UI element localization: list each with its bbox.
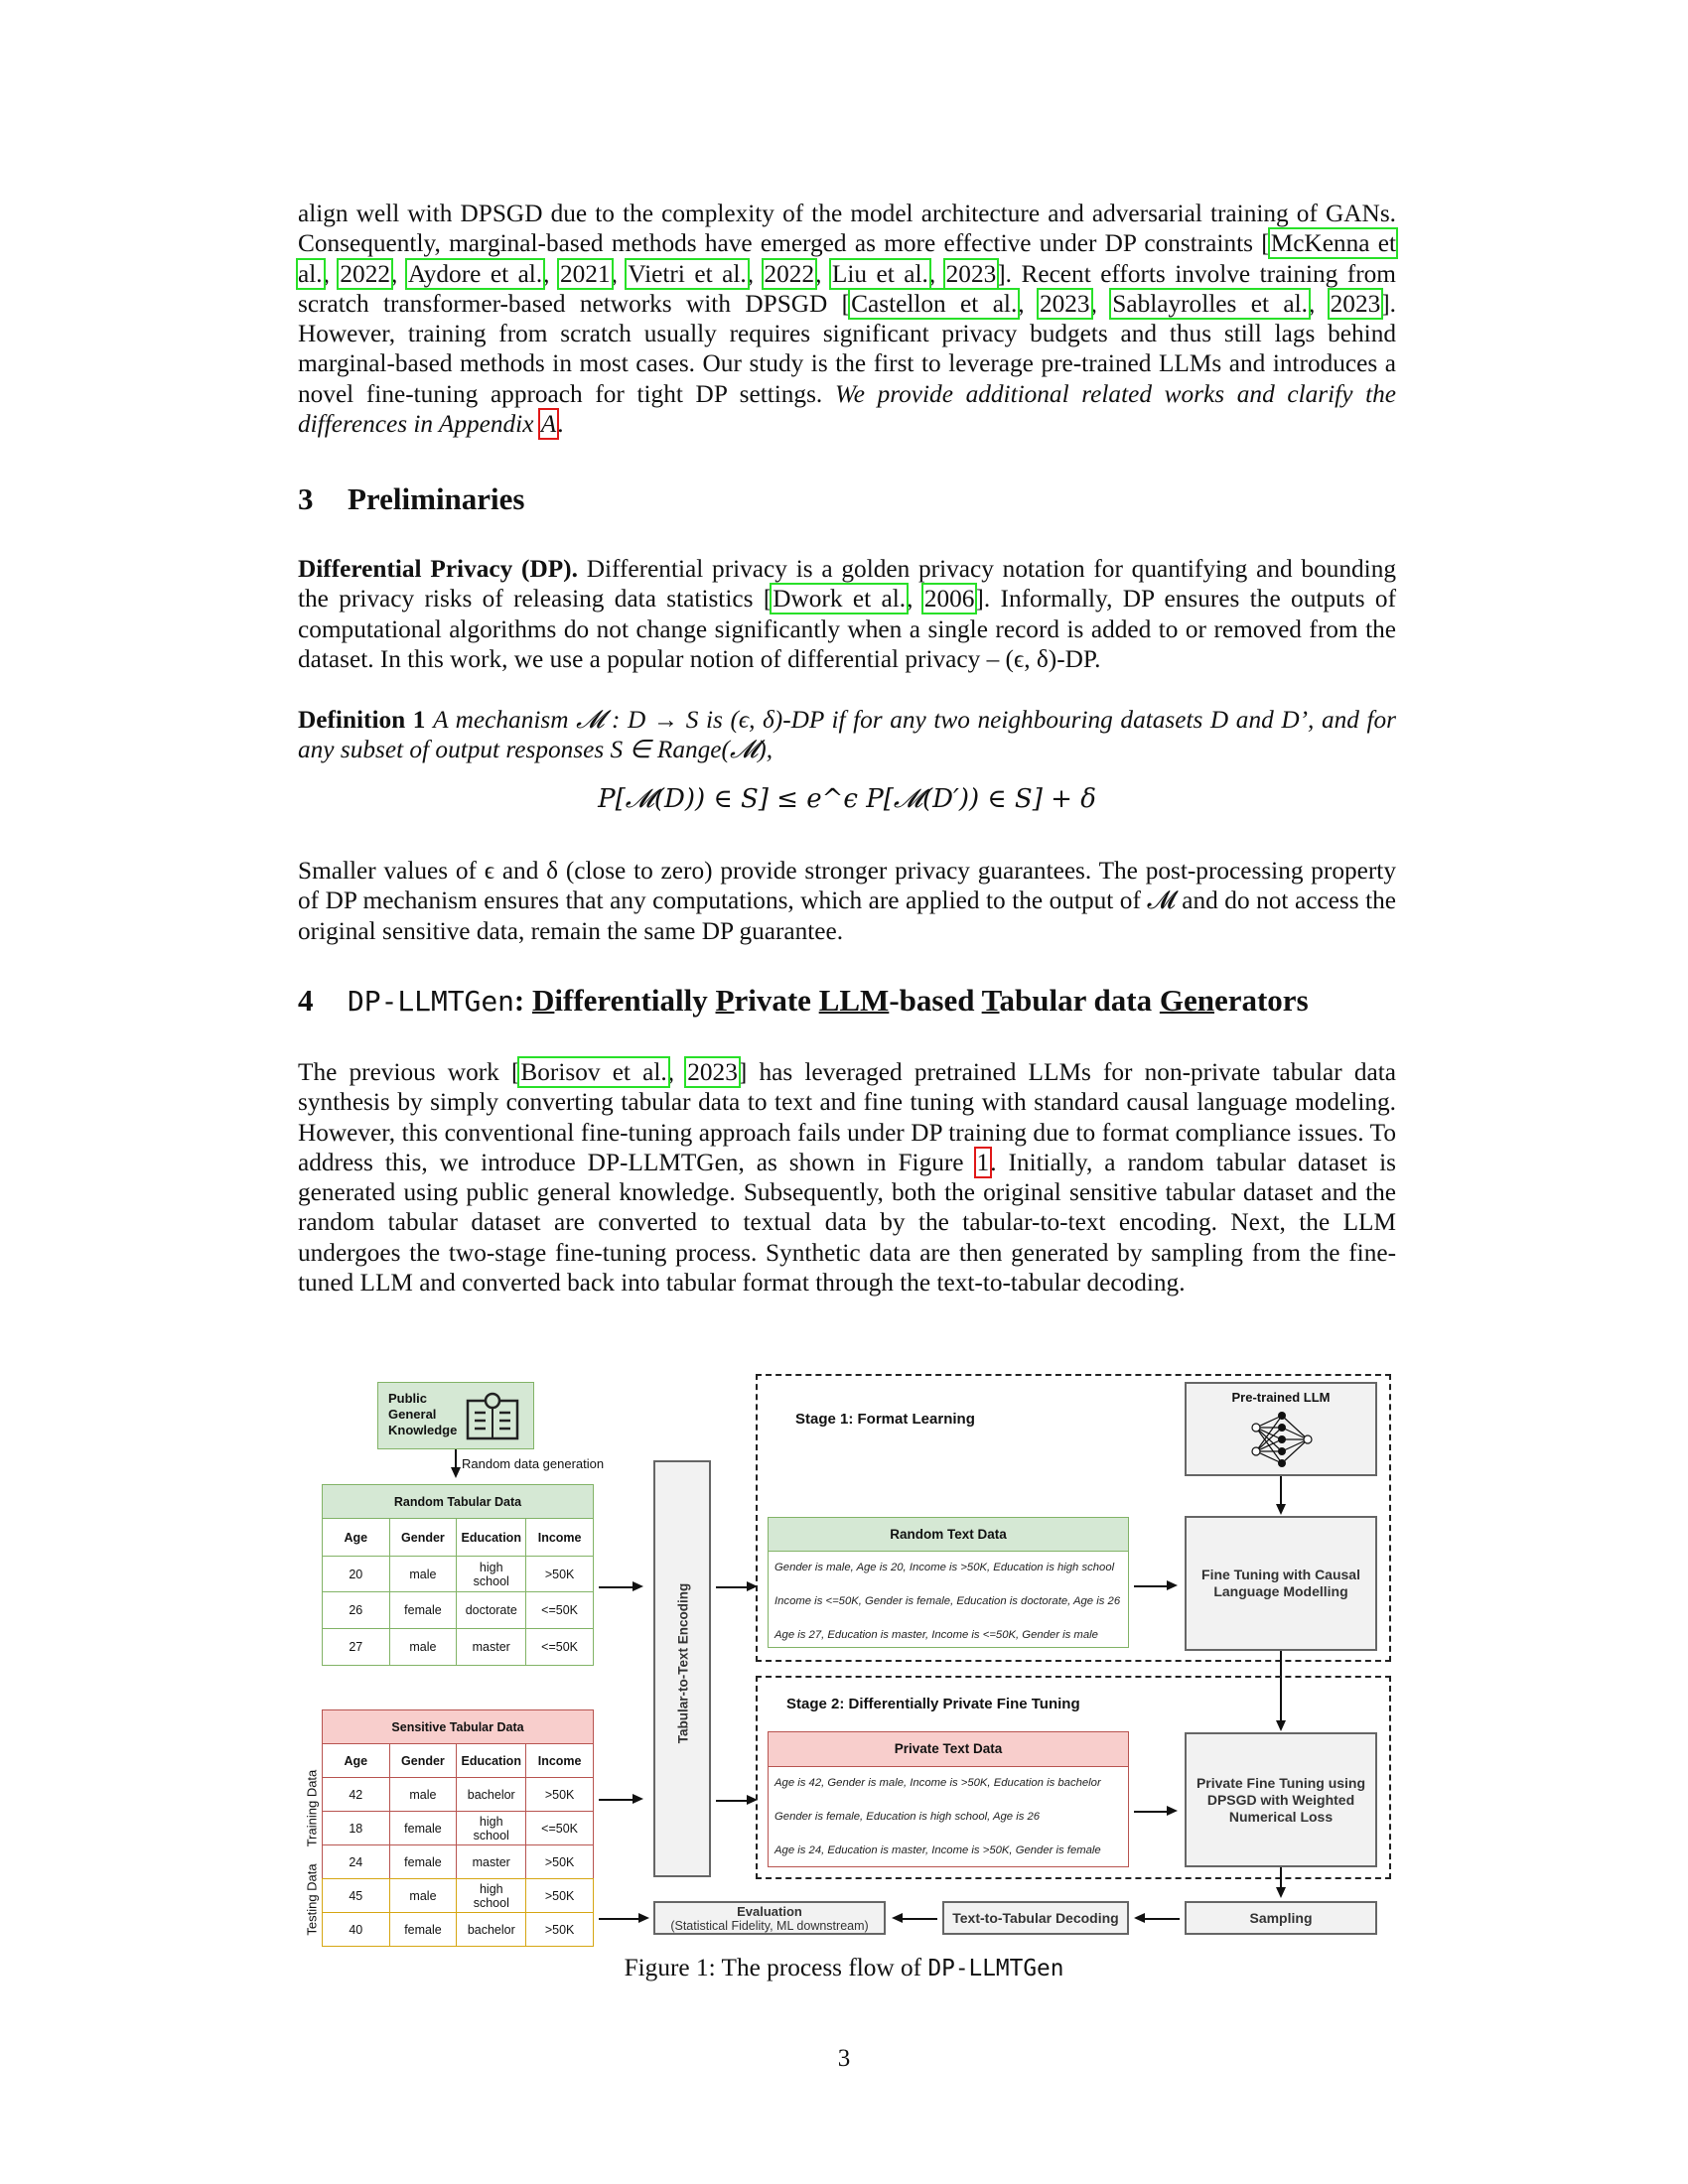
table-row: 42 male bachelor >50K [323, 1778, 594, 1812]
evaluation-box: Evaluation (Statistical Fidelity, ML downstream) [653, 1901, 886, 1935]
citation-link[interactable]: Vietri et al. [628, 259, 747, 288]
text-to-tabular-decoding-box: Text-to-Tabular Decoding [942, 1901, 1129, 1935]
arrow-left [1140, 1918, 1180, 1920]
arrow-right [1134, 1811, 1168, 1813]
citation-link[interactable]: Liu et al. [831, 259, 928, 288]
post-processing-paragraph: Smaller values of ϵ and δ (close to zero) provide stronger privacy guarantees. The post-processing property of DP mechanism ensures that any computations, which are applied to the output of 𝓜 and do not access the original sensitive data, remain the same DP guarantee. [298, 857, 1396, 945]
arrow-right [1134, 1585, 1168, 1587]
random-text-data-box: Random Text Data Gender is male, Age is 20, Income is >50K, Education is high school Income is <=50K, Gender is female, Education is doctorate, Age is 26 Age is 27, Education is master, Income is <=50K, Gender is male [768, 1517, 1129, 1648]
arrowhead-down [451, 1467, 461, 1478]
arrow-left [898, 1918, 937, 1920]
private-text-data-box: Private Text Data Age is 42, Gender is male, Income is >50K, Education is bachelor Gender is female, Education is high school, Age is 26 Age is 24, Education is master, Income is >50K, Gender is female [768, 1731, 1129, 1867]
citation-year-link[interactable]: 2021 [559, 259, 611, 288]
arrowhead-right [1167, 1806, 1178, 1816]
dp-paragraph: Differential Privacy (DP). Differential privacy is a golden privacy notation for quantifying and bounding the privacy risks of releasing data statistics [Dwork et al., 2006]. Informally, DP ensures the outputs of computational algorithms do not change significantly when a single record is added to or removed from the dataset. In this work, we use a popular notion of differential privacy – (ϵ, δ)-DP. [298, 555, 1397, 673]
citation-year-link[interactable]: 2023 [687, 1058, 738, 1086]
arrow-right [599, 1799, 634, 1801]
testing-data-table [322, 1878, 594, 1947]
method-paragraph: The previous work [Borisov et al., 2023] has leveraged pretrained LLMs for non-private tabular data synthesis by simply converting tabular data to text and fine tuning with standard causal language modeling. However, this conventional fine-tuning approach fails under DP training due to format compliance issues. To address this, we introduce DP-LLMTGen, as shown in Figure 1. Initially, a random tabular dataset is generated using public general knowledge. Subsequently, both the original sensitive tabular dataset and the random tabular dataset are converted to textual data by the tabular-to-text encoding. Next, the LLM undergoes the two-stage fine-tuning process. Synthetic data are then generated by sampling from the fine-tuned LLM and converted back into tabular format through the text-to-tabular decoding. [298, 1058, 1397, 1297]
pretrained-llm-box: Pre-trained LLM [1185, 1382, 1377, 1476]
arrow-right [599, 1586, 634, 1588]
arrowhead-right [633, 1794, 643, 1804]
citation-year-link[interactable]: 2023 [945, 259, 997, 288]
arrowhead-left [892, 1913, 903, 1923]
table-row: 27 male master <=50K [323, 1629, 594, 1666]
sensitive-tabular-table: Sensitive Tabular Data Age Gender Education Income 42 male bachelor >50K 18 female high school <=50K 24 female master >50K [322, 1709, 594, 1879]
section-heading-4: 4 DP-LLMTGen: Differentially Private LLM-based Tabular data Generators [298, 983, 1309, 1018]
citation-link[interactable]: Sablayrolles et al. [1112, 289, 1308, 318]
definition-1: Definition 1 A mechanism 𝓜 : D → S is (ϵ, δ)-DP if for any two neighbouring datasets D and D’, and for any subset of output responses S ∈ Range(𝓜), [298, 706, 1397, 764]
arrow-down [1280, 1867, 1282, 1889]
arrow-down [455, 1449, 457, 1469]
citation-link[interactable]: Aydore et al. [407, 259, 543, 288]
table-row: 40 female bachelor >50K [323, 1913, 594, 1947]
arrow-right [599, 1918, 640, 1920]
page-number: 3 [837, 2045, 851, 2072]
citation-link[interactable]: Borisov et al. [520, 1058, 667, 1086]
arrowhead-right [1167, 1580, 1178, 1590]
citation-link[interactable]: Castellon et al. [851, 289, 1018, 318]
figure-1: Public General Knowledge Random data generation Random Tabular Data Age Gender Education Income 20 male high school >50K 26 female doctorate <=50K 27 male master <=50K Training Data Testing Data Sensitive Tabular Data Age Gender Education Income 42 male bachelor >50K 18 female high school <=50K 24 female master >50K 45 male high school >50K 40 female bachelor >50K Tabular-to-Text Encoding Stage 1: Format Learning Random Text Data Gender is male, Age is 20, Income is >50K, Education is high school Income is <=50K, Gender is female, Education is doctorate, Age is 26 Age is 27, Education is master, Income is <=50K, Gender is male Pre-trained LLM Fine Tuning with Causal Language Modelling Stage 2: Differentially Private Fine Tuning Private Text Data Age is 42, Gender is male, Income is >50K, Education is bachelor Gender is female, Education is high school, Age is 26 Age is 24, Education is master, Income is >50K, Gender is female Private Fine Tuning using DPSGD with Weighted Numerical Loss Sampling Text-to-Tabular Decoding Evaluation (Statistical Fidelity, ML downstream) [0, 0, 1688, 2184]
table-row: 45 male high school >50K [323, 1879, 594, 1913]
table-row: 24 female master >50K [323, 1845, 594, 1879]
book-lightbulb-icon [464, 1391, 521, 1442]
arrowhead-down [1276, 1504, 1286, 1515]
neural-network-icon [1250, 1412, 1314, 1467]
citation-year-link[interactable]: 2022 [340, 259, 390, 288]
public-knowledge-box: Public General Knowledge [377, 1382, 534, 1449]
appendix-ref-link[interactable]: A [540, 410, 557, 439]
sampling-box: Sampling [1185, 1901, 1377, 1935]
citation-year-link[interactable]: 2022 [764, 259, 815, 288]
private-finetune-box: Private Fine Tuning using DPSGD with Weighted Numerical Loss [1185, 1732, 1377, 1867]
section-heading-3: 3 Preliminaries [298, 481, 525, 516]
random-tabular-table: Random Tabular Data Age Gender Education Income 20 male high school >50K 26 female doctorate <=50K 27 male master <=50K [322, 1484, 594, 1666]
causal-lm-finetune-box: Fine Tuning with Causal Language Modelling [1185, 1516, 1377, 1651]
dp-equation: P[𝓜(D)) ∈ S] ≤ e^ϵ P[𝓜(D′)) ∈ S] + δ [598, 784, 1096, 814]
intro-paragraph: align well with DPSGD due to the complexity of the model architecture and adversarial training of GANs. Consequently, marginal-based methods have emerged as more effective under DP constraints [McKenna et al., 2022, Aydore et al., 2021, Vietri et al., 2022, Liu et al., 2023]. Recent efforts involve training from scratch transformer-based networks with DPSGD [Castellon et al., 2023, Sablayrolles et al., 2023]. However, training from scratch usually requires significant privacy budgets and thus still lags behind marginal-based methods in most cases. Our study is the first to leverage pre-trained LLMs and introduces a novel fine-tuning approach for tight DP settings. We provide additional related works and clarify the differences in Appendix A. [298, 200, 1397, 439]
table-row: 20 male high school >50K [323, 1557, 594, 1592]
figure-caption: Figure 1: The process flow of DP-LLMTGen [624, 1954, 1064, 1981]
citation-year-link[interactable]: 2023 [1039, 289, 1090, 318]
citation-link[interactable]: McKenna et al. [298, 229, 1396, 288]
table-row: 26 female doctorate <=50K [323, 1592, 594, 1629]
arrowhead-right [633, 1581, 643, 1591]
citation-link[interactable]: Dwork et al. [773, 585, 907, 614]
table-row: 18 female high school <=50K [323, 1812, 594, 1845]
figure-ref-link[interactable]: 1 [976, 1148, 990, 1176]
arrowhead-left [1134, 1913, 1145, 1923]
arrowhead-right [638, 1913, 649, 1923]
arrowhead-down [1276, 1887, 1286, 1898]
arrow-down [1280, 1476, 1282, 1506]
citation-year-link[interactable]: 2023 [1330, 289, 1381, 318]
citation-year-link[interactable]: 2006 [923, 585, 975, 614]
tabular-to-text-encoding-box: Tabular-to-Text Encoding [653, 1460, 711, 1877]
